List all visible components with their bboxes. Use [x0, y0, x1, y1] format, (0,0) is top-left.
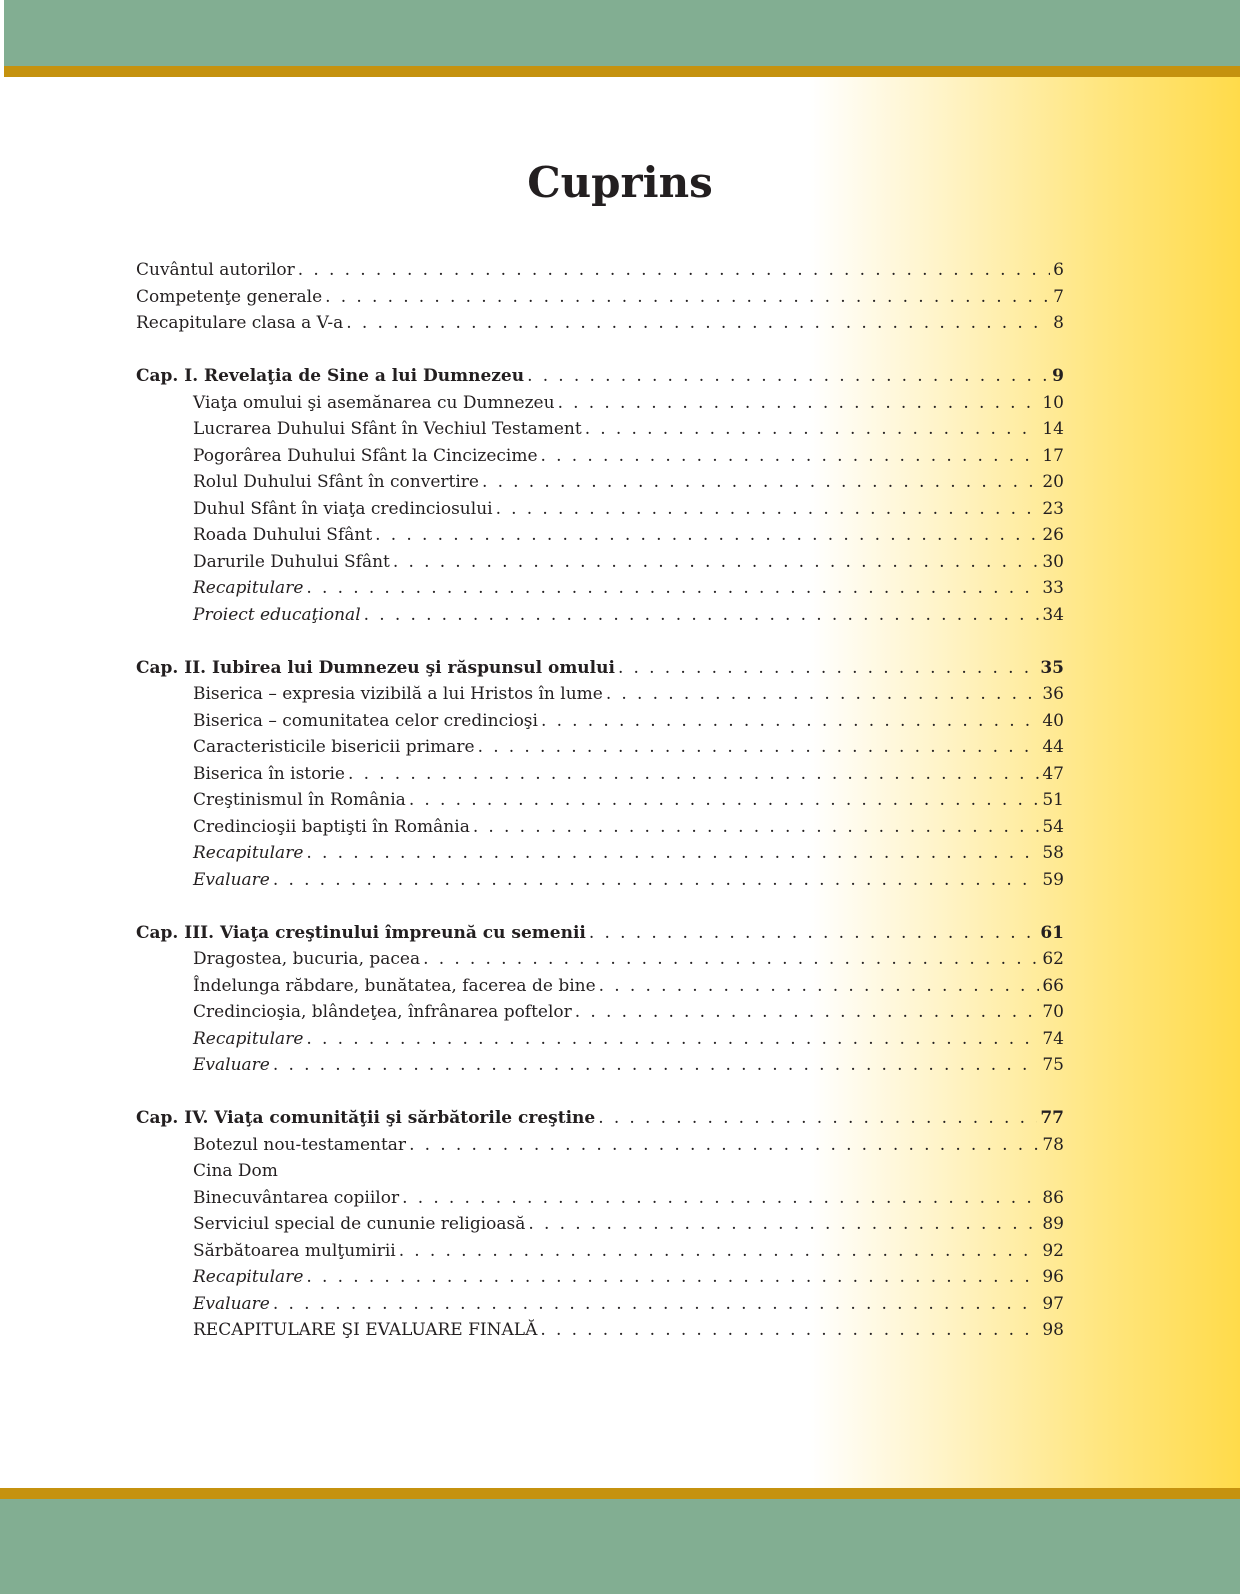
toc-entry[interactable] [136, 840, 1064, 867]
page-number: 66 [1042, 975, 1064, 996]
dot-leader [423, 946, 1039, 973]
page-number: 35 [1040, 657, 1064, 678]
page-number: 70 [1042, 1002, 1064, 1022]
page-number: 62 [1042, 949, 1064, 969]
entry-title: Pogorârea Duhului Sfânt la Cincizecime [193, 445, 538, 466]
entry-title: RECAPITULARE ŞI EVALUARE FINALĂ [193, 1320, 538, 1340]
toc-entry[interactable] [136, 443, 1064, 470]
toc-entry[interactable] [136, 787, 1064, 814]
entry-title: Evaluare [193, 1293, 270, 1314]
entry-title: Cap. II. Iubirea lui Dumnezeu şi răspunsul omului [136, 657, 615, 678]
page-number: 86 [1042, 1187, 1064, 1208]
toc-entry[interactable] [136, 1026, 1064, 1053]
page-number: 78 [1042, 1134, 1064, 1155]
spacer [136, 337, 1064, 364]
entry-title: Credincioşia, blândeţea, înfrânarea poftelor [193, 1002, 572, 1022]
dot-leader [541, 443, 1040, 470]
toc-entry[interactable] [136, 284, 1064, 311]
footer-stripe [0, 1488, 1240, 1499]
entry-title: Creştinismul în România [193, 790, 406, 810]
dot-leader [478, 734, 1040, 761]
entry-title: Competenţe generale [136, 286, 323, 307]
toc-entry[interactable] [136, 602, 1064, 629]
page-number: 9 [1052, 366, 1064, 386]
page-number: 77 [1040, 1108, 1064, 1128]
entry-title: Serviciul special de cununie religioasă [193, 1214, 526, 1234]
dot-leader [298, 257, 1050, 284]
entry-title: Evaluare [193, 869, 270, 890]
page-number: 51 [1042, 790, 1064, 810]
entry-title: Recapitulare [193, 1267, 304, 1287]
dot-leader [558, 390, 1040, 417]
page-number: 23 [1042, 498, 1064, 519]
entry-title: Credincioşii baptişti în România [193, 816, 470, 837]
table-of-contents [136, 257, 1064, 1344]
entry-title: Proiect educaţional [193, 604, 361, 625]
entry-title: Recapitulare [193, 843, 304, 863]
dot-leader [409, 787, 1040, 814]
dot-leader [606, 681, 1040, 708]
page-number: 36 [1042, 684, 1064, 704]
page-number: 75 [1042, 1055, 1064, 1075]
header-stripe [4, 66, 1240, 77]
page-number: 17 [1042, 445, 1064, 466]
dot-leader [482, 469, 1039, 496]
page-number: 20 [1042, 472, 1064, 492]
entry-title: Viaţa omului şi asemănarea cu Dumnezeu [193, 392, 555, 413]
chapter-heading[interactable] [136, 363, 1064, 390]
toc-entry[interactable] [136, 999, 1064, 1026]
page-number: 74 [1042, 1028, 1064, 1049]
page-number: 40 [1042, 710, 1064, 731]
page-number: 34 [1042, 604, 1064, 625]
entry-title: Binecuvântarea copiilor [193, 1187, 400, 1208]
dot-leader [575, 999, 1040, 1026]
dot-leader [528, 1211, 1039, 1238]
toc-entry[interactable] [136, 814, 1064, 841]
toc-entry[interactable] [136, 681, 1064, 708]
toc-entry[interactable] [136, 1291, 1064, 1318]
dot-leader [273, 1052, 1040, 1079]
dot-leader [589, 920, 1037, 947]
dot-leader [364, 602, 1040, 629]
dot-leader [375, 522, 1039, 549]
chapter-heading[interactable] [136, 920, 1064, 947]
toc-entry[interactable] [136, 761, 1064, 788]
toc-entry[interactable] [136, 867, 1064, 894]
toc-entry[interactable] [136, 1158, 1064, 1185]
toc-entry[interactable] [136, 549, 1064, 576]
page-number: 61 [1040, 922, 1064, 943]
footer-band [0, 1499, 1240, 1594]
entry-title: Cap. I. Revelaţia de Sine a lui Dumnezeu [136, 366, 525, 386]
page-number: 96 [1042, 1267, 1064, 1287]
dot-leader [273, 1291, 1040, 1318]
entry-title: Biserica – comunitatea celor credincioşi [193, 710, 538, 731]
dot-leader [402, 1185, 1039, 1212]
dot-leader [409, 1132, 1039, 1159]
page-number: 26 [1042, 525, 1064, 545]
spacer [136, 893, 1064, 920]
chapter-heading[interactable] [136, 1105, 1064, 1132]
entry-title: Recapitulare [193, 1028, 304, 1049]
toc-entry[interactable] [136, 1211, 1064, 1238]
entry-title: Darurile Duhului Sfânt [193, 551, 390, 572]
page-number: 92 [1042, 1240, 1064, 1261]
page-number: 97 [1042, 1293, 1064, 1314]
spacer [136, 628, 1064, 655]
toc-entry[interactable] [136, 1317, 1064, 1344]
entry-title: Cap. IV. Viaţa comunităţii şi sărbătorile creştine [136, 1108, 596, 1128]
entry-title: Cina Dom [193, 1161, 278, 1181]
dot-leader [348, 761, 1039, 788]
page-title: Cuprins [527, 158, 713, 207]
entry-title: Botezul nou-testamentar [193, 1134, 407, 1155]
dot-leader [541, 708, 1039, 735]
page-number: 58 [1042, 843, 1064, 863]
page-number: 89 [1042, 1214, 1064, 1234]
page-number: 7 [1053, 286, 1064, 307]
entry-title: Biserica – expresia vizibilă a lui Hristos în lume [193, 684, 603, 704]
entry-title: Rolul Duhului Sfânt în convertire [193, 472, 479, 492]
page-number: 54 [1042, 816, 1064, 837]
toc-entry[interactable] [136, 946, 1064, 973]
page-number: 6 [1053, 260, 1064, 280]
entry-title: Cuvântul autorilor [136, 260, 295, 280]
page-number: 98 [1042, 1320, 1064, 1340]
entry-title: Lucrarea Duhului Sfânt în Vechiul Testament [193, 419, 582, 439]
toc-entry[interactable] [136, 1052, 1064, 1079]
dot-leader [496, 496, 1040, 523]
dot-leader [473, 814, 1040, 841]
dot-leader [399, 1238, 1040, 1265]
dot-leader [618, 655, 1037, 682]
toc-entry[interactable] [136, 496, 1064, 523]
entry-title: Recapitulare clasa a V-a [136, 313, 344, 333]
entry-title: Caracteristicile bisericii primare [193, 737, 475, 757]
toc-entry[interactable] [136, 1238, 1064, 1265]
entry-title: Duhul Sfânt în viaţa credinciosului [193, 498, 493, 519]
toc-entry[interactable] [136, 734, 1064, 761]
dot-leader [325, 284, 1050, 311]
toc-entry[interactable] [136, 973, 1064, 1000]
entry-title: Dragostea, bucuria, pacea [193, 949, 421, 969]
dot-leader [306, 1026, 1039, 1053]
entry-title: Biserica în istorie [193, 763, 345, 784]
dot-leader [306, 840, 1039, 867]
dot-leader [585, 416, 1040, 443]
page-number: 14 [1042, 419, 1064, 439]
dot-leader [346, 310, 1050, 337]
toc-entry[interactable] [136, 575, 1064, 602]
dot-leader [306, 575, 1039, 602]
dot-leader [306, 1264, 1039, 1291]
entry-title: Îndelunga răbdare, bunătatea, facerea de bine [193, 975, 596, 996]
dot-leader [540, 1317, 1039, 1344]
entry-title: Cap. III. Viaţa creştinului împreună cu semenii [136, 922, 586, 943]
toc-entry[interactable] [136, 522, 1064, 549]
toc-entry[interactable] [136, 1185, 1064, 1212]
page-number: 33 [1042, 578, 1064, 598]
dot-leader [527, 363, 1049, 390]
dot-leader [598, 1105, 1037, 1132]
page-number: 59 [1042, 869, 1064, 890]
entry-title: Recapitulare [193, 578, 304, 598]
dot-leader [393, 549, 1039, 576]
page-number: 8 [1053, 313, 1064, 333]
header-band [4, 0, 1240, 66]
dot-leader [599, 973, 1040, 1000]
page-number: 30 [1042, 551, 1064, 572]
entry-title: Roada Duhului Sfânt [193, 525, 373, 545]
spacer [136, 1079, 1064, 1106]
page-number: 47 [1042, 763, 1064, 784]
toc-entry[interactable] [136, 1132, 1064, 1159]
toc-entry[interactable] [136, 257, 1064, 284]
toc-entry[interactable] [136, 469, 1064, 496]
page-number: 10 [1042, 392, 1064, 413]
toc-entry[interactable] [136, 1264, 1064, 1291]
dot-leader [273, 867, 1040, 894]
page-number: 44 [1042, 737, 1064, 757]
toc-entry[interactable] [136, 310, 1064, 337]
toc-entry[interactable] [136, 390, 1064, 417]
toc-entry[interactable] [136, 416, 1064, 443]
entry-title: Evaluare [193, 1055, 270, 1075]
chapter-heading[interactable] [136, 655, 1064, 682]
entry-title: Sărbătoarea mulţumirii [193, 1240, 396, 1261]
toc-entry[interactable] [136, 708, 1064, 735]
